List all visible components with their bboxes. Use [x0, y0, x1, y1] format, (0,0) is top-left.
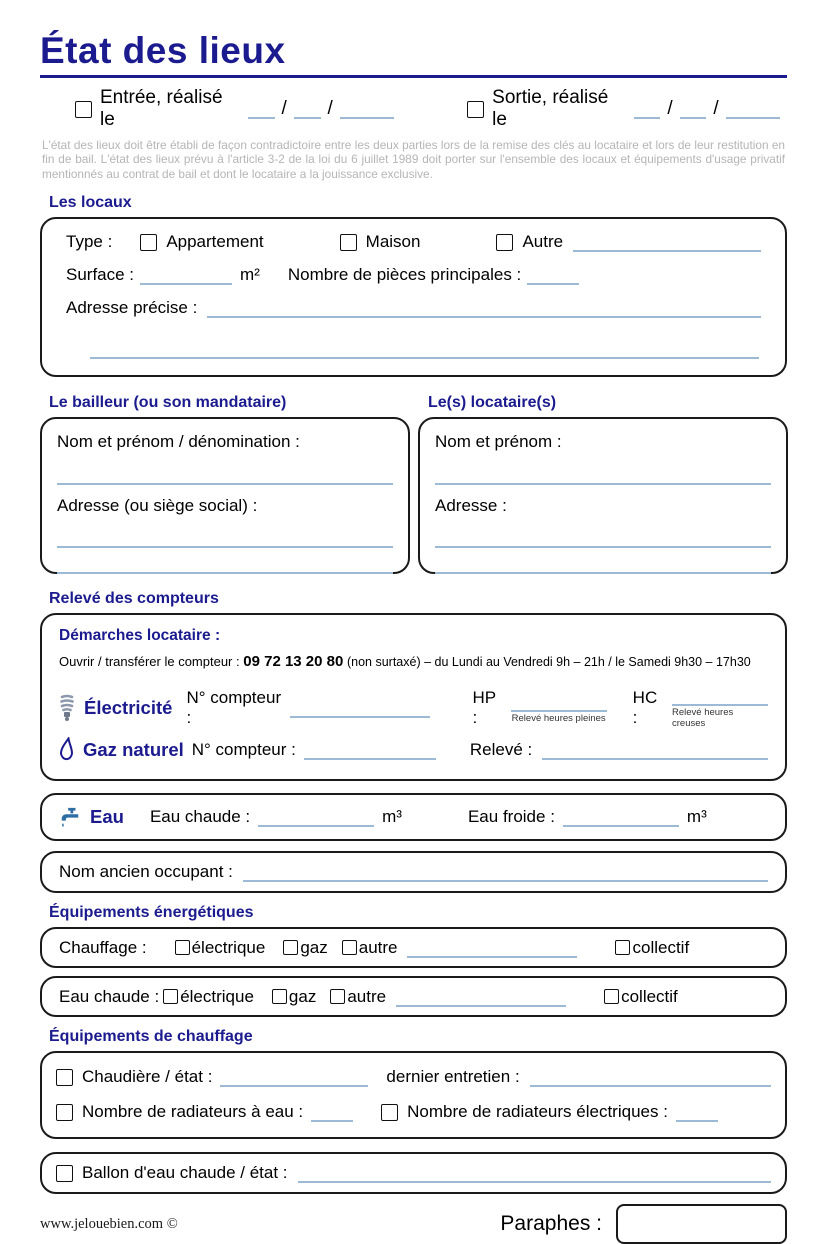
adresse-row-2 [66, 339, 761, 359]
cfl-bulb-icon [59, 694, 75, 722]
ballon-box [40, 1152, 787, 1194]
ecs-collectif-label: collectif [621, 986, 678, 1006]
sortie-label: Sortie, réalisé le [492, 87, 609, 130]
hp-caption: Relevé heures pleines [511, 712, 606, 724]
ballon-label: Ballon d'eau chaude / état : [82, 1163, 288, 1183]
electricite-row [59, 686, 768, 729]
locataire-adresse-field-2[interactable] [435, 572, 771, 574]
option-chauffage-gaz [283, 938, 327, 958]
bailleur-adresse-label: Adresse (ou siège social) : [57, 496, 258, 516]
locataire-adresse-field[interactable] [435, 546, 771, 548]
checkbox-entree[interactable] [75, 101, 92, 118]
entree-month-field[interactable] [294, 99, 321, 119]
entree-day-field[interactable] [248, 99, 275, 119]
adresse-precise-field-2[interactable] [90, 339, 759, 359]
section-heading-equip-chauffage: Équipements de chauffage [49, 1028, 253, 1046]
ecs-autre-field[interactable] [396, 987, 566, 1007]
date-slash: / [281, 98, 287, 119]
locataire-box [418, 417, 788, 574]
eau-chaude-field[interactable] [258, 807, 374, 827]
sortie-group [467, 87, 787, 131]
checkbox-appartement[interactable] [140, 234, 157, 251]
maison-label: Maison [365, 232, 421, 252]
footer [40, 1204, 787, 1244]
website-credit: www.jelouebien.com © [40, 1215, 178, 1232]
chaudiere-etat-field[interactable] [220, 1067, 368, 1087]
section-heading-bailleur: Le bailleur (ou son mandataire) [49, 394, 287, 412]
eau-chaude-energie-box [40, 976, 787, 1017]
hp-field[interactable] [511, 692, 607, 712]
entree-label: Entrée, réalisé le [100, 87, 223, 130]
option-autre [496, 232, 563, 252]
gaz-compteur-label: N° compteur : [191, 740, 296, 760]
page-title: État des lieux [40, 30, 286, 71]
surface-label: Surface : [66, 265, 135, 285]
faucet-icon [59, 806, 81, 828]
option-ecs-collectif [604, 987, 678, 1007]
demarches-label: Démarches locataire : [59, 627, 221, 645]
entree-group [75, 87, 401, 131]
hp-label: HP : [472, 687, 496, 727]
section-heading-energetiques: Équipements énergétiques [49, 904, 254, 922]
pieces-field[interactable] [527, 265, 579, 285]
party-headings [40, 394, 787, 417]
hp-field-group [511, 692, 607, 724]
compteurs-box [40, 613, 787, 781]
checkbox-maison[interactable] [340, 234, 357, 251]
locataire-adresse-label: Adresse : [435, 496, 507, 516]
section-heading-locaux: Les locaux [49, 194, 132, 212]
checkbox-chauffage-collectif[interactable] [615, 940, 630, 955]
ancien-occupant-label: Nom ancien occupant : [59, 862, 233, 882]
option-chauffage-autre [342, 938, 398, 958]
checkbox-chauffage-autre[interactable] [342, 940, 357, 955]
sortie-day-field[interactable] [634, 99, 661, 119]
section-heading-compteurs: Relevé des compteurs [49, 590, 219, 608]
option-ecs-gaz [272, 987, 316, 1007]
adresse-row [66, 298, 761, 318]
eau-chaude-label: Eau chaude : [149, 807, 251, 827]
checkbox-chaudiere[interactable] [56, 1069, 73, 1086]
checkbox-chauffage-gaz[interactable] [283, 940, 298, 955]
bailleur-adresse-field[interactable] [57, 546, 393, 548]
eau-box [40, 793, 787, 841]
date-row [75, 87, 787, 131]
option-ecs-electrique [163, 987, 254, 1007]
checkbox-ballon[interactable] [56, 1165, 73, 1182]
phone-line [59, 653, 768, 670]
ecs-autre-label: autre [347, 986, 387, 1006]
gaz-releve-field[interactable] [542, 740, 768, 760]
chauffage-autre-field[interactable] [407, 938, 577, 958]
type-label: Type : [66, 232, 113, 252]
elec-compteur-field[interactable] [290, 698, 430, 718]
section-heading-locataire: Le(s) locataire(s) [428, 394, 557, 412]
gaz-row [59, 737, 768, 763]
radiateurs-row [56, 1102, 771, 1122]
hc-caption: Relevé heures creuses [672, 707, 734, 730]
checkbox-ecs-electrique[interactable] [163, 989, 178, 1004]
ancien-occupant-field[interactable] [243, 862, 768, 882]
gaz-releve-label: Relevé : [469, 740, 533, 760]
eau-froide-label: Eau froide : [467, 807, 555, 827]
radiateurs-eau-label: Nombre de radiateurs à eau : [82, 1102, 304, 1122]
option-chauffage-electrique [175, 938, 266, 958]
sortie-month-field[interactable] [680, 99, 707, 119]
checkbox-ecs-autre[interactable] [330, 989, 345, 1004]
eau-froide-unit: m³ [686, 807, 707, 827]
eau-froide-field[interactable] [563, 807, 679, 827]
chaudiere-row [56, 1067, 771, 1087]
type-row [66, 232, 761, 252]
gaz-compteur-field[interactable] [304, 740, 436, 760]
eau-chaude-energie-label: Eau chaude : [59, 986, 160, 1006]
checkbox-autre-type[interactable] [496, 234, 513, 251]
checkbox-chauffage-electrique[interactable] [175, 940, 190, 955]
paraphes-label: Paraphes : [500, 1212, 602, 1236]
bailleur-nom-label: Nom et prénom / dénomination : [57, 432, 300, 452]
checkbox-ecs-collectif[interactable] [604, 989, 619, 1004]
chauffage-autre-label: autre [358, 937, 398, 957]
pieces-label: Nombre de pièces principales : [287, 265, 522, 285]
chauffage-energie-box [40, 927, 787, 968]
ouvrir-suffix: (non surtaxé) – du Lundi au Vendredi 9h – 21h / le Samedi 9h30 – 17h30 [346, 655, 751, 670]
chauffage-electrique-label: électrique [191, 937, 266, 957]
appartement-label: Appartement [166, 232, 264, 252]
elec-compteur-label: N° compteur : [186, 687, 282, 727]
checkbox-ecs-gaz[interactable] [272, 989, 287, 1004]
date-slash: / [713, 98, 719, 119]
surface-unit: m² [240, 265, 260, 285]
bailleur-adresse-field-2[interactable] [57, 572, 393, 574]
party-columns [40, 417, 787, 574]
option-chauffage-collectif [615, 938, 689, 958]
bailleur-nom-field[interactable] [57, 483, 393, 485]
adresse-precise-field[interactable] [207, 298, 761, 318]
paraphes-field[interactable] [616, 1204, 787, 1244]
ballon-etat-field[interactable] [298, 1163, 771, 1183]
sortie-year-field[interactable] [726, 99, 780, 119]
gaz-label: Gaz naturel [83, 739, 184, 761]
checkbox-sortie[interactable] [467, 101, 484, 118]
autre-label: Autre [522, 232, 564, 252]
date-slash: / [327, 98, 333, 119]
entree-year-field[interactable] [340, 99, 394, 119]
ecs-gaz-label: gaz [288, 986, 317, 1006]
chauffage-label: Chauffage : [59, 937, 147, 957]
radiateurs-elec-label: Nombre de radiateurs électriques : [407, 1102, 668, 1122]
flame-icon [59, 737, 74, 763]
entretien-label: dernier entretien : [386, 1067, 520, 1087]
ecs-electrique-label: électrique [180, 986, 254, 1006]
radiateurs-eau-field[interactable] [311, 1102, 353, 1122]
electricite-label: Électricité [84, 696, 173, 718]
surface-row [66, 265, 761, 285]
radiateurs-elec-field[interactable] [676, 1102, 718, 1122]
phone-number: 09 72 13 20 80 [243, 653, 344, 671]
eau-chaude-unit: m³ [382, 807, 402, 827]
date-slash: / [667, 98, 673, 119]
chaudiere-label: Chaudière / état : [82, 1067, 213, 1087]
option-appartement [140, 232, 263, 252]
intro-paragraph: L'état des lieux doit être établi de façon contradictoire entre les deux parties lors de la remise des clés au locataire et lors de leur restitution en fin de bail. L'état des lieux prévu à l'article 3-2 de la loi du 6 juillet 1989 doit porter sur l'ensemble des locaux et équipements d'usage privatif mentionnés au contrat de bail et dont le locataire a la jouissance exclusive. [42, 138, 785, 181]
surface-field[interactable] [140, 265, 232, 285]
bailleur-box [40, 417, 410, 574]
checkbox-radiateurs-electriques[interactable] [381, 1104, 398, 1121]
hc-field[interactable] [672, 686, 768, 706]
locaux-box [40, 217, 787, 377]
locataire-nom-field[interactable] [435, 483, 771, 485]
autre-type-field[interactable] [573, 232, 761, 252]
entretien-field[interactable] [530, 1067, 771, 1087]
option-maison [340, 232, 421, 252]
checkbox-radiateurs-eau[interactable] [56, 1104, 73, 1121]
ouvrir-prefix: Ouvrir / transférer le compteur : [59, 654, 240, 670]
hc-label: HC : [632, 687, 658, 727]
eau-label: Eau [90, 806, 124, 828]
equip-chauffage-box [40, 1051, 787, 1139]
option-ecs-autre [330, 987, 386, 1007]
title-rule [40, 75, 787, 78]
ancien-occupant-box [40, 851, 787, 893]
locataire-nom-label: Nom et prénom : [435, 432, 562, 452]
hc-field-group [672, 686, 768, 729]
adresse-precise-label: Adresse précise : [66, 298, 198, 318]
chauffage-gaz-label: gaz [300, 937, 328, 957]
chauffage-collectif-label: collectif [632, 937, 690, 957]
